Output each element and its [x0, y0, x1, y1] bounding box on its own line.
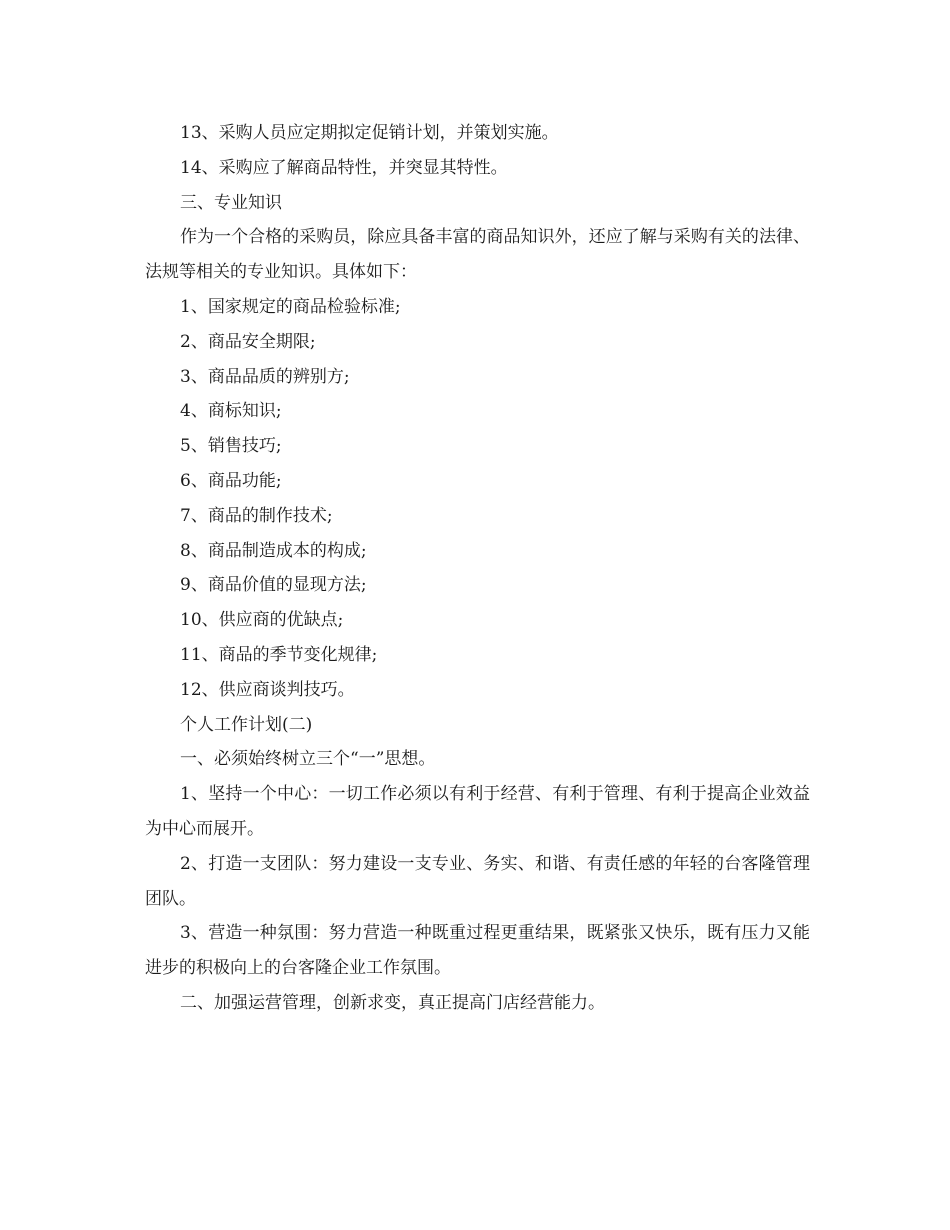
list-item: 1、国家规定的商品检验标准;	[180, 296, 401, 317]
list-item: 10、供应商的优缺点;	[180, 610, 344, 631]
list-item: 6、商品功能;	[180, 470, 282, 491]
paragraph-one-center: 1、坚持一个中心：一切工作必须以有利于经营、有利于管理、有利于提高企业效益为中心而展开。	[145, 784, 810, 839]
paragraph-intro: 作为一个合格的采购员，除应具备丰富的商品知识外，还应了解与采购有关的法律、法规等相关的专业知识。具体如下：	[145, 227, 810, 283]
list-item: 2、商品安全期限;	[180, 331, 316, 352]
section-heading-operations: 二、加强运营管理，创新求变，真正提高门店经营能力。	[180, 992, 605, 1013]
list-item: 5、销售技巧;	[180, 436, 282, 457]
paragraph-item-14: 14、采购应了解商品特性，并突显其特性。	[180, 157, 508, 178]
list-item: 12、供应商谈判技巧。	[180, 679, 355, 700]
list-item: 4、商标知识;	[180, 401, 282, 422]
document-body	[145, 116, 810, 1021]
list-item: 11、商品的季节变化规律;	[180, 644, 378, 665]
paragraph-one-team: 2、打造一支团队：努力建设一支专业、务实、和谐、有责任感的年轻的台客隆管理团队。	[145, 853, 810, 909]
list-item: 9、商品价值的显现方法;	[180, 575, 367, 596]
list-item: 3、商品品质的辨别方;	[180, 366, 350, 387]
paragraph-one-atmosphere: 3、营造一种氛围：努力营造一种既重过程更重结果，既紧张又快乐，既有压力又能进步的积极向上的台客隆企业工作氛围。	[145, 923, 810, 979]
section-heading-three-ones: 一、必须始终树立三个“一”思想。	[180, 749, 436, 770]
section-heading-professional-knowledge: 三、专业知识	[180, 192, 282, 213]
list-item: 7、商品的制作技术;	[180, 505, 333, 526]
section-heading-work-plan-two: 个人工作计划(二)	[180, 714, 313, 735]
list-item: 8、商品制造成本的构成;	[180, 540, 367, 561]
paragraph-item-13: 13、采购人员应定期拟定促销计划，并策划实施。	[180, 123, 559, 143]
